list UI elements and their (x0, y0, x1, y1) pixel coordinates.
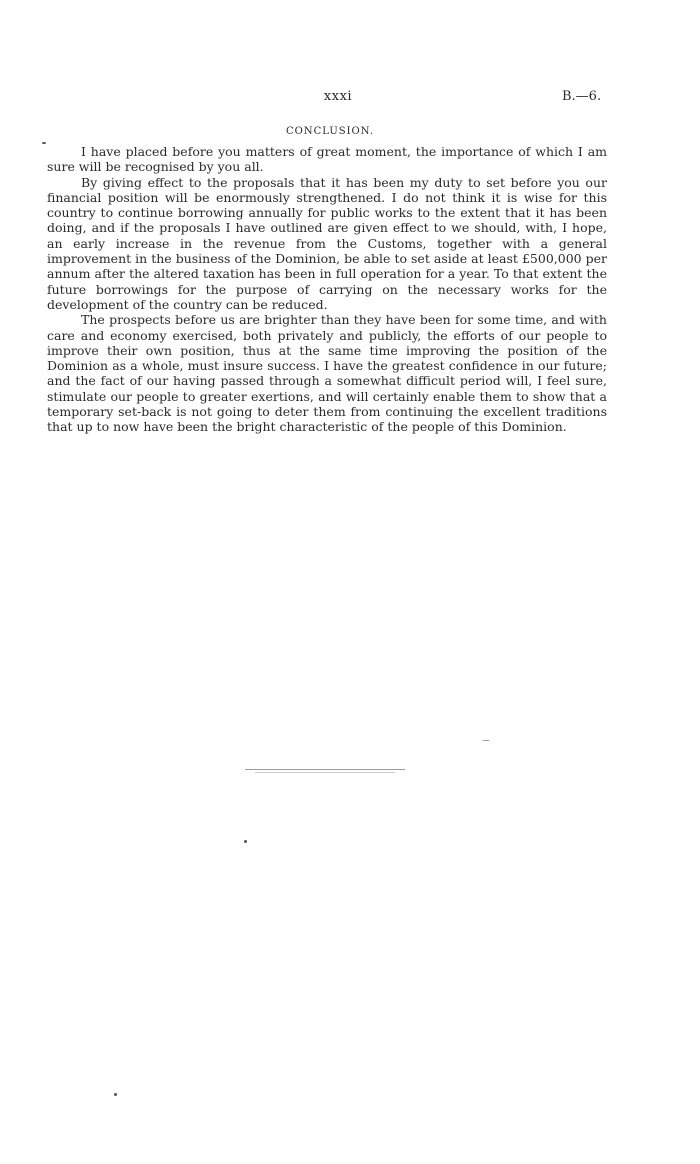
ink-speck (42, 142, 46, 144)
ink-speck (244, 840, 247, 843)
paper-code: B.—6. (562, 89, 602, 104)
paragraph: The prospects before us are brighter than they have been for some time, and with care and economy exercised, both privately and publicly, the efforts of our people to improve their own position, thus at the same time improving the position of the Dominion as a whole, must insure success. I have the greatest confidence in our future; and the fact of our having passed through a somewhat difficult period will, I feel sure, stimulate our people to greater exertions, and will certainly enable them to show that a temporary set-back is not going to deter them from continuing the excellent traditions that up to now have been the bright characteristic of the people of this Dominion. (47, 312, 607, 435)
ink-speck (114, 1093, 117, 1096)
page-number: xxxi (323, 89, 353, 104)
ink-speck (482, 740, 490, 741)
horizontal-rule (255, 772, 395, 773)
paragraph: By giving effect to the proposals that it has been my duty to set before you our financial position will be enormously strengthened. I do not think it is wise for this country to continue borrowing annually for public works to the extent that it has been doing, and if the proposals I have outlined are given effect to we should, with, I hope, an early increase in the revenue from the Customs, together with a general improvement in the business of the Dominion, be able to set aside at least £500,000 per annum after the altered taxation has been in full operation for a year. To that extent the future borrowings for the purpose of carrying on the necessary works for the development of the country can be reduced. (47, 174, 607, 312)
section-title: CONCLUSION. (285, 126, 375, 137)
paragraph: I have placed before you matters of great moment, the importance of which I am sure will be recognised by you all. (47, 144, 607, 175)
horizontal-rule (245, 769, 405, 770)
body-text (47, 144, 607, 435)
